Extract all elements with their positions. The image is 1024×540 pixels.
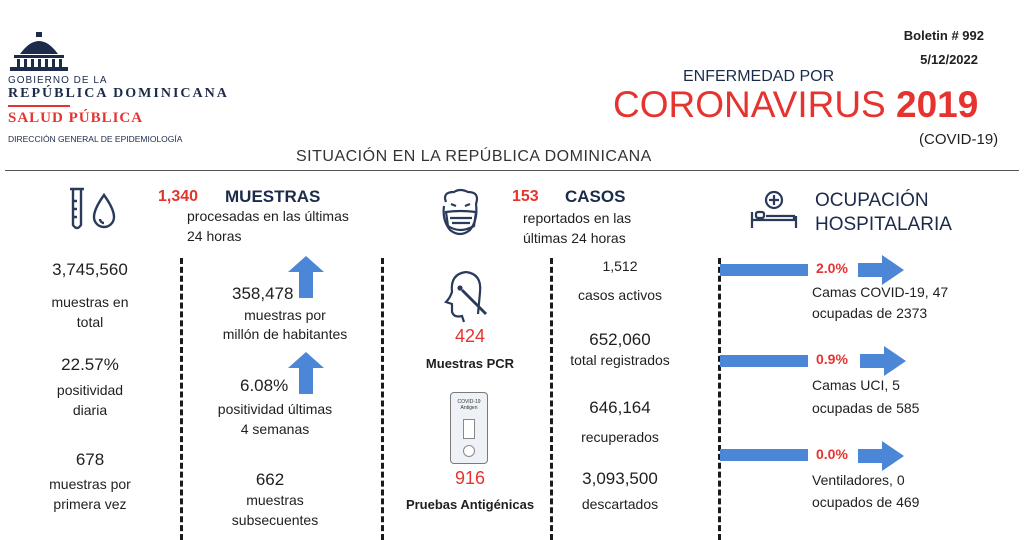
divider-4 [718,258,721,540]
samples-total-label-2: total [76,314,104,330]
samples-subsequent-label-1: muestras [246,492,304,508]
cases-registered-value: 652,060 [589,330,651,349]
samples-positivity-4w-label-2: 4 semanas [240,421,310,437]
bulletin-number: Boletin # 992 [903,28,984,43]
cases-active-label: casos activos [577,287,663,303]
samples-positivity-value: 22.57% [61,355,119,374]
right-arrow-icon [858,441,904,476]
test-tube-icon [64,185,124,235]
logo-line-2: REPÚBLICA DOMINICANA [8,86,229,101]
header-divider [5,170,1019,171]
samples-positivity-4w-label-1: positividad últimas [217,401,333,417]
antigen-test-icon [450,392,488,464]
samples-first-label-2: primera vez [53,496,127,512]
hospital-heading-2: HOSPITALARIA [815,214,952,235]
samples-desc-1: procesadas en las últimas [187,208,349,224]
logo-divider [8,105,70,107]
cases-desc-2: últimas 24 horas [523,230,626,246]
antigen-icon-text-1: COVID-19 [457,399,481,405]
antigen-icon-text-2: Antigen [460,405,478,411]
cases-discarded-value: 3,093,500 [582,469,658,488]
samples-count-24h: 1,340 [158,188,199,205]
nasal-swab-icon [440,268,500,324]
pcr-value: 424 [454,326,486,346]
cases-recovered-value: 646,164 [589,398,651,417]
occupancy-covid-line-1: Camas COVID-19, 47 [812,284,949,300]
divider-2 [381,258,384,540]
logo-line-1: GOBIERNO DE LA [8,75,108,86]
samples-subsequent-label-2: subsecuentes [231,512,319,528]
occupancy-pct-covid: 2.0% [816,260,848,276]
right-arrow-icon [860,346,906,381]
samples-positivity-label-1: positividad [56,382,124,398]
samples-desc-2: 24 horas [187,228,242,244]
title-main [613,84,978,126]
bulletin-date: 5/12/2022 [920,52,978,67]
samples-per-million-value: 358,478 [232,284,294,303]
occupancy-covid-line-2: ocupadas de 2373 [812,305,928,321]
divider-3 [550,258,553,540]
hospital-bed-icon [748,190,800,230]
antigen-value: 916 [454,468,486,488]
occupancy-icu-line-2: ocupadas de 585 [812,400,920,416]
title-year: 2019 [896,84,979,125]
occupancy-bar-covid [720,264,808,276]
logo-line-3: SALUD PÚBLICA [8,110,144,126]
title-coronavirus: CORONAVIRUS [613,84,886,125]
cases-discarded-label: descartados [581,496,659,512]
cases-recovered-label: recuperados [581,429,659,445]
title-sub: (COVID-19) [919,131,999,148]
situation-title: SITUACIÓN EN LA REPÚBLICA DOMINICANA [296,148,652,165]
cases-desc-1: reportados en las [523,210,632,226]
up-arrow-icon [288,352,324,394]
samples-total-value: 3,745,560 [52,260,128,279]
logo-line-4: DIRECCIÓN GENERAL DE EPIDEMIOLOGÍA [8,134,183,144]
occupancy-icu-line-1: Camas UCI, 5 [812,377,900,393]
government-building-icon [8,30,70,72]
occupancy-pct-ventilators: 0.0% [816,446,848,462]
samples-heading: MUESTRAS [225,187,321,206]
cases-registered-label: total registrados [570,352,670,368]
logo [6,30,276,150]
cases-count-24h: 153 [512,188,539,205]
title-pre: ENFERMEDAD POR [683,68,835,85]
masked-face-icon [436,188,484,238]
pcr-label: Muestras PCR [425,356,515,371]
samples-per-million-label-2: millón de habitantes [222,326,348,342]
cases-active-value: 1,512 [602,258,638,274]
occupancy-ventilators-line-2: ocupados de 469 [812,494,920,510]
occupancy-ventilators-line-1: Ventiladores, 0 [812,472,905,488]
samples-per-million-label-1: muestras por [244,307,326,323]
occupancy-bar-icu [720,355,808,367]
cases-heading: CASOS [565,187,626,206]
samples-subsequent-value: 662 [255,470,285,489]
samples-positivity-4w-value: 6.08% [240,376,289,395]
occupancy-pct-icu: 0.9% [816,351,848,367]
antigen-label: Pruebas Antigénicas [405,497,535,512]
divider-1 [180,258,183,540]
occupancy-bar-ventilators [720,449,808,461]
samples-first-value: 678 [75,450,105,469]
samples-total-label-1: muestras en [51,294,129,310]
samples-positivity-label-2: diaria [72,402,108,418]
hospital-heading-1: OCUPACIÓN [815,190,929,211]
samples-first-label-1: muestras por [49,476,131,492]
